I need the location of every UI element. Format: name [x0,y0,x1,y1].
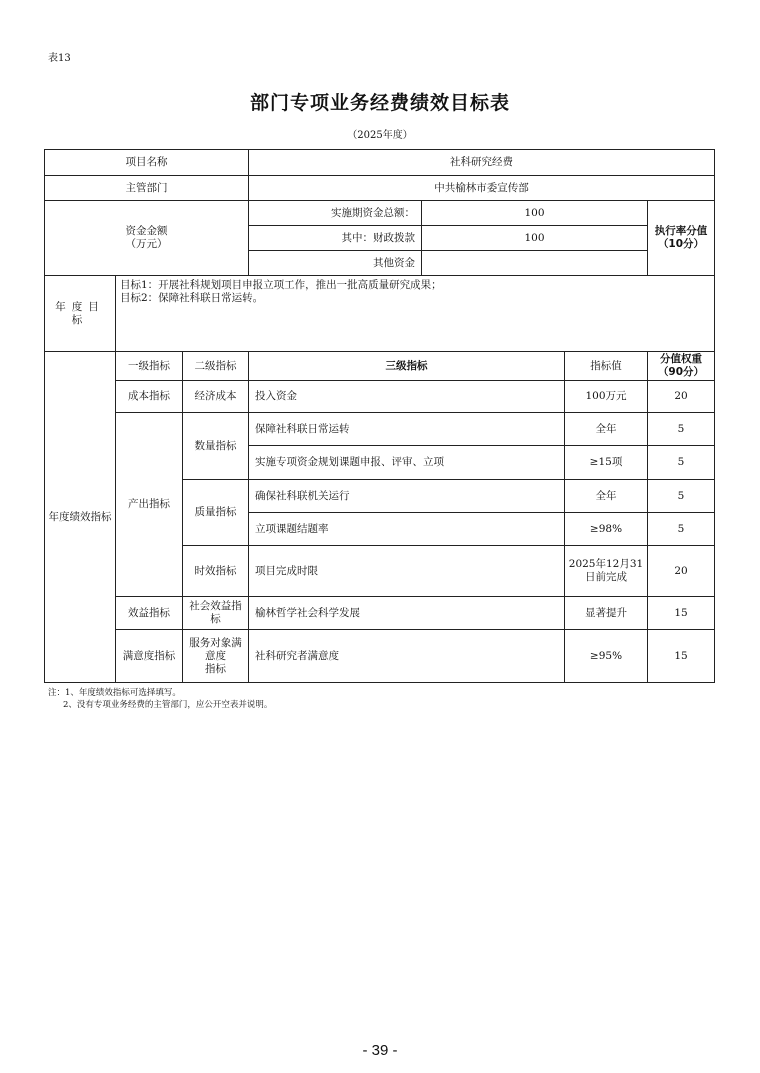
funds-total-value: 100 [524,206,545,219]
execution-score [648,201,714,275]
benefit-level2-line1: 社会效益指 [189,600,242,612]
satisfaction-level2-line3: 指标 [205,662,226,675]
project-name-value: 社科研究经费 [450,156,513,168]
timeliness-level3: 项目完成时限 [255,564,318,577]
timeliness-value-line2: 日前完成 [584,571,627,583]
satisfaction-value: ≥95% [589,649,623,662]
benefit-value: 显著提升 [585,606,627,619]
satisfaction-level3: 社科研究者满意度 [255,649,339,662]
table-number: 表13 [48,53,71,64]
quality-row2-value: ≥98% [589,522,623,535]
funds-other-value [422,251,647,275]
header-weight-line2: （90分） [657,366,705,378]
annual-goal-label: 年度目标 [55,300,105,326]
page-title: 部门专项业务经费绩效目标表 [249,92,510,114]
quantity-row1-value: 全年 [595,422,617,435]
funds-label [45,201,248,275]
cost-value: 100万元 [585,390,627,402]
benefit-level1: 效益指标 [128,606,170,619]
footnote-1: 注：1、年度绩效指标可选择填写。 [48,688,181,698]
header-level1: 一级指标 [128,359,170,372]
timeliness-value [565,546,647,596]
cost-weight: 20 [674,390,688,402]
timeliness-value-line1: 2025年12月31 [568,558,644,570]
funds-label-line2: （万元） [125,238,168,250]
header-weight [648,352,714,380]
funds-label-line1: 资金金额 [125,225,168,237]
indicators-section-label: 年度绩效指标 [48,510,112,523]
satisfaction-level2 [183,630,248,682]
quality-row1-weight: 5 [677,489,685,502]
header-level3: 三级指标 [385,359,428,372]
header-level2: 二级指标 [194,359,237,372]
cost-level3: 投入资金 [255,390,297,402]
quantity-row2-value: ≥15项 [589,456,623,468]
benefit-weight: 15 [674,606,688,619]
annual-goal-content [116,276,714,351]
benefit-level2-line2: 标 [210,613,221,625]
funds-other-label: 其他资金 [373,256,415,269]
department-label: 主管部门 [125,181,168,194]
annual-goal-line2: 目标2：保障社科联日常运转。 [120,292,264,304]
quality-row2-level3: 立项课题结题率 [255,522,329,535]
output-level1: 产出指标 [128,498,170,510]
header-value: 指标值 [590,359,622,372]
satisfaction-level2-line2: 意度 [205,649,226,662]
funds-total-label: 实施期资金总额： [331,206,415,219]
quantity-row2-level3: 实施专项资金规划课题申报、评审、立项 [255,456,444,468]
timeliness-weight: 20 [674,564,688,577]
satisfaction-weight: 15 [674,649,688,662]
satisfaction-level2-line1: 服务对象满 [189,636,242,649]
quality-row2-weight: 5 [677,522,685,535]
footnote-2: 2、没有专项业务经费的主管部门，应公开空表并说明。 [63,700,273,710]
funds-fiscal-value: 100 [524,231,545,244]
cost-level1: 成本指标 [128,390,170,402]
footnotes [48,687,272,711]
benefit-level3: 榆林哲学社会科学发展 [255,606,360,619]
benefit-level2 [183,597,248,629]
funds-fiscal-label: 其中：财政拨款 [341,231,415,244]
quality-level2: 质量指标 [194,506,237,518]
annual-goal-line1: 目标1：开展社科规划项目申报立项工作，推出一批高质量研究成果； [120,279,442,291]
quantity-row1-level3: 保障社科联日常运转 [255,422,350,435]
fiscal-year: （2025年度） [347,130,413,141]
page-number: - 39 - [362,1042,398,1059]
satisfaction-level1: 满意度指标 [122,649,176,662]
timeliness-level2: 时效指标 [194,564,237,577]
execution-score-line2: （10分） [657,238,705,250]
quantity-row2-weight: 5 [677,456,685,468]
quality-row1-value: 全年 [595,489,617,502]
department-value: 中共榆林市委宣传部 [434,181,529,194]
execution-score-line1: 执行率分值 [654,225,708,237]
header-weight-line1: 分值权重 [660,353,702,365]
cost-level2: 经济成本 [194,390,237,402]
quantity-level2: 数量指标 [194,439,237,452]
quantity-row1-weight: 5 [677,422,685,435]
quality-row1-level3: 确保社科联机关运行 [255,489,350,502]
project-name-label: 项目名称 [125,156,168,168]
